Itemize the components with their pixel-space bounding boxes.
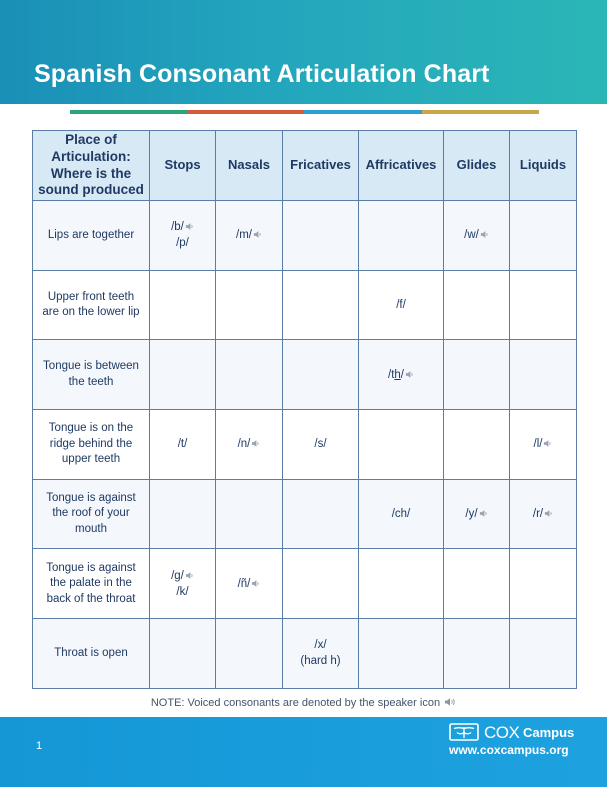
row-label: Tongue is between the teeth: [33, 340, 150, 410]
table-cell: [283, 410, 359, 480]
speaker-icon[interactable]: [479, 509, 488, 518]
sound-entry: [359, 506, 443, 522]
table-header-row: [33, 131, 577, 201]
row-label: Tongue is against the palate in the back of the throat: [33, 549, 150, 619]
sound-entry: [283, 653, 358, 669]
sound-text: /y/: [465, 508, 478, 521]
speaker-icon[interactable]: [405, 370, 414, 379]
sound-entry: [150, 584, 215, 600]
speaker-icon: [444, 697, 456, 707]
table-cell: [216, 549, 283, 619]
header-nasals: Nasals: [216, 131, 283, 201]
table-cell: [150, 410, 216, 480]
sound-text: /b/: [171, 221, 184, 234]
website-url: www.coxcampus.org: [449, 743, 569, 757]
speaker-icon[interactable]: [185, 222, 194, 231]
table-cell: [216, 479, 283, 549]
header-banner: [0, 0, 607, 104]
table-cell: [216, 201, 283, 271]
sound-text: /t/: [177, 438, 188, 451]
table-cell: [510, 340, 577, 410]
table-cell: [283, 340, 359, 410]
table-cell: [150, 201, 216, 271]
table-cell: [444, 619, 510, 689]
table-cell: [283, 479, 359, 549]
table-cell: [216, 410, 283, 480]
table-cell: [510, 270, 577, 340]
table-cell: [283, 619, 359, 689]
table-cell: [510, 549, 577, 619]
header-fricatives: Fricatives: [283, 131, 359, 201]
sound-text: /w/: [464, 229, 479, 242]
header-stops: Stops: [150, 131, 216, 201]
table-cell: [359, 270, 444, 340]
voiced-note: [0, 697, 607, 709]
table-cell: [359, 549, 444, 619]
divider-stripe-blue: [304, 110, 422, 114]
note-text: NOTE: Voiced consonants are denoted by the speaker icon: [150, 697, 441, 709]
logo-campus-text: Campus: [523, 725, 575, 740]
table-cell: [444, 549, 510, 619]
articulation-table: [32, 130, 577, 689]
sound-text: /l/: [533, 438, 543, 451]
table-cell: [359, 619, 444, 689]
row-label: Upper front teeth are on the lower lip: [33, 270, 150, 340]
header-liquids: Liquids: [510, 131, 577, 201]
sound-entry: [150, 235, 215, 251]
table-cell: [283, 549, 359, 619]
speaker-icon[interactable]: [544, 509, 553, 518]
sound-entry[interactable]: [150, 219, 215, 235]
sound-entry[interactable]: [216, 436, 282, 452]
table-cell: [216, 270, 283, 340]
open-book-icon: [449, 723, 479, 741]
speaker-icon[interactable]: [251, 579, 260, 588]
sound-text: /ñ/: [237, 577, 251, 590]
table-cell: [359, 479, 444, 549]
divider-stripe-green: [70, 110, 188, 114]
row-label: Tongue is against the roof of your mouth: [33, 479, 150, 549]
speaker-icon[interactable]: [251, 439, 260, 448]
table-row: [33, 201, 577, 271]
sound-entry[interactable]: [510, 436, 576, 452]
header-place-of-articulation: Place of Articulation: Where is the sound produced: [33, 131, 150, 201]
table-cell: [216, 619, 283, 689]
sound-entry: [359, 297, 443, 313]
sound-text: /x/: [314, 639, 327, 652]
table-row: [33, 479, 577, 549]
table-cell: [444, 270, 510, 340]
speaker-icon[interactable]: [480, 230, 489, 239]
sound-text: (hard h): [300, 655, 341, 668]
page-title: Spanish Consonant Articulation Chart: [34, 60, 490, 88]
header-glides: Glides: [444, 131, 510, 201]
sound-text: /s/: [314, 438, 327, 451]
table-row: [33, 619, 577, 689]
table-cell: [510, 410, 577, 480]
table-cell: [150, 270, 216, 340]
table-cell: [283, 201, 359, 271]
speaker-icon[interactable]: [253, 230, 262, 239]
sound-entry: [283, 436, 358, 452]
table-cell: [283, 270, 359, 340]
table-cell: [444, 410, 510, 480]
sound-text: /p/: [176, 237, 189, 250]
cox-campus-logo: [449, 722, 579, 742]
sound-entry[interactable]: [444, 227, 509, 243]
sound-entry[interactable]: [150, 568, 215, 584]
table-cell: [444, 201, 510, 271]
table-cell: [444, 479, 510, 549]
table-cell: [359, 340, 444, 410]
sound-text: /k/: [176, 585, 189, 598]
table-cell: [359, 410, 444, 480]
table-cell: [510, 619, 577, 689]
footer-bar: [0, 717, 607, 787]
table-cell: [150, 619, 216, 689]
row-label: Throat is open: [33, 619, 150, 689]
divider-stripe-red: [188, 110, 304, 114]
table-cell: [444, 340, 510, 410]
table-cell: [150, 340, 216, 410]
sound-entry[interactable]: [510, 506, 576, 522]
table-cell: [510, 201, 577, 271]
sound-text: /ch/: [391, 508, 411, 521]
table-cell: [359, 201, 444, 271]
sound-text: /m/: [236, 229, 252, 242]
divider-stripe-gold: [422, 110, 539, 114]
table-cell: [216, 340, 283, 410]
sound-entry[interactable]: [359, 367, 443, 383]
sound-text: /th/: [388, 368, 404, 381]
sound-entry[interactable]: [216, 576, 282, 592]
sound-text: /n/: [237, 438, 251, 451]
header-affricatives: Affricatives: [359, 131, 444, 201]
table-row: [33, 270, 577, 340]
row-label: Lips are together: [33, 201, 150, 271]
sound-entry: [150, 436, 215, 452]
row-label: Tongue is on the ridge behind the upper teeth: [33, 410, 150, 480]
logo-cox-text: COX: [484, 723, 520, 742]
sound-text: /r/: [532, 508, 544, 521]
table-row: [33, 549, 577, 619]
sound-entry: [283, 637, 358, 653]
sound-text: /f/: [396, 298, 406, 311]
table-cell: [150, 479, 216, 549]
sound-entry[interactable]: [216, 227, 282, 243]
sound-text: /g/: [171, 569, 184, 582]
sound-entry[interactable]: [444, 506, 509, 522]
speaker-icon[interactable]: [185, 571, 194, 580]
speaker-icon[interactable]: [543, 439, 552, 448]
table-row: [33, 410, 577, 480]
table-cell: [510, 479, 577, 549]
page-number: 1: [36, 740, 43, 752]
table-row: [33, 340, 577, 410]
table-cell: [150, 549, 216, 619]
